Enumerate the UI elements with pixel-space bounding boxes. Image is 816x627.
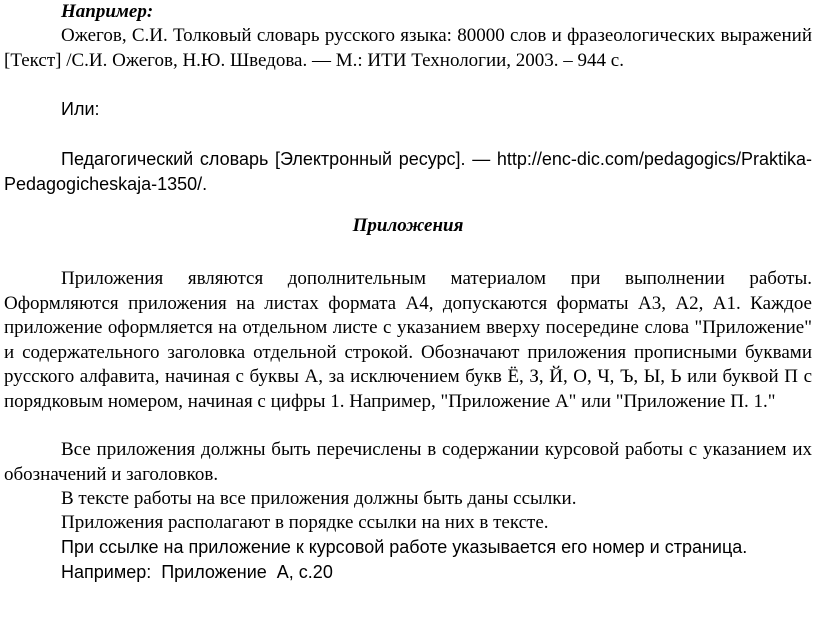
section-title-appendices: Приложения (352, 215, 464, 236)
appendix-paragraph-3: В тексте работы на все приложения должны быть даны ссылки. (61, 488, 577, 509)
appendix-paragraph-4: Приложения располагают в порядке ссылки на них в тексте. (61, 512, 549, 533)
or-label: Или: (61, 99, 100, 119)
appendix-paragraph-1: Приложения являются дополнительным материалом при выполнении работы. Оформляются приложения на листах формата А4, допускаются форматы А3, А2, А1. Каждое приложение оформляется на отдельном листе с указанием вверху посередине слова "Приложение" и содержательного заголовка отдельной строкой. Обозначают приложения прописными буквами русского алфавита, начиная с буквы А, за исключением букв Ё, З, Й, О, Ч, Ъ, Ы, Ь или буквой П с порядковым номером, начиная с цифры 1. Например, "Приложение А" или "Приложение П. 1." (4, 268, 812, 412)
appendix-example: Например: Приложение А, с.20 (61, 562, 333, 582)
appendix-paragraph-5: При ссылке на приложение к курсовой работе указывается его номер и страница. (61, 537, 748, 557)
example-heading: Например: (61, 1, 154, 22)
appendix-paragraph-2: Все приложения должны быть перечислены в содержании курсовой работы с указанием их обозначений и заголовков. (4, 439, 812, 485)
reference-pedagogical-dictionary: Педагогический словарь [Электронный ресурс]. — http://enc-dic.com/pedagogics/Praktika-Pedagogicheskaja-1350/. (4, 149, 812, 194)
reference-ozhegov: Ожегов, С.И. Толковый словарь русского языка: 80000 слов и фразеологических выражений [Текст] /С.И. Ожегов, Н.Ю. Шведова. — М.: ИТИ Технологии, 2003. – 944 с. (4, 25, 812, 71)
